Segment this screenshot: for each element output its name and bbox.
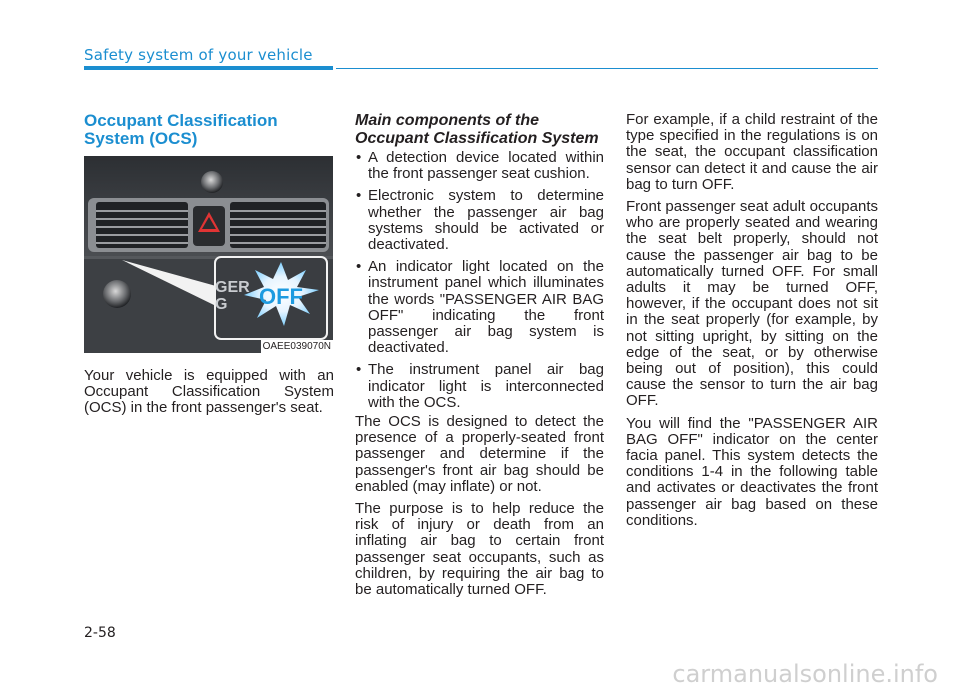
header-rule-thin xyxy=(336,68,878,69)
partial-label-text-1: GER xyxy=(215,279,250,296)
partial-label-text-2: G xyxy=(215,296,228,313)
list-item: • The instrument panel air bag indicator light is interconnected with the OCS. xyxy=(356,361,604,411)
adult-occupant-paragraph: Front passenger seat adult occupants who are properly seated and wearing the seat belt properly, should not cause the passenger air bag to be automatically turned OFF. For small adults it may be turned OFF, however, if the occupant does not sit in the seat properly (for example, by not sitting upright, by sitting on the edge of the seat, or by otherwise being out of position), this could cause the sensor to turn the air bag OFF. xyxy=(626,198,878,410)
off-badge-text: OFF xyxy=(259,284,303,309)
section-title: Safety system of your vehicle xyxy=(84,46,313,64)
list-item: • An indicator light located on the instrument panel which illuminates the words "PASSENGER AIR BAG OFF" indicating the front passenger air bag system is deactivated. xyxy=(356,258,604,357)
list-item: • A detection device located within the front passenger seat cushion. xyxy=(356,149,604,183)
header-rule-thick xyxy=(84,66,333,70)
ocs-purpose-paragraph: The purpose is to help reduce the risk of injury or death from an inflating air bag to certain front passenger seat occupants, such as children, by requiring the air bag to be automatically turned OFF. xyxy=(355,500,604,599)
components-heading: Main components of the Occupant Classification System xyxy=(355,112,599,147)
watermark: carmanualsonline.info xyxy=(672,660,938,688)
center-fascia-illustration xyxy=(84,156,333,353)
indicator-location-paragraph: You will find the "PASSENGER AIR BAG OFF" indicator on the center facia panel. This system detects the conditions 1-4 in the following table and activates or deactivates the front passenger air bag based on these conditions. xyxy=(626,414,878,529)
list-item: • Electronic system to determine whether the passenger air bag systems should be activated or deactivated. xyxy=(356,187,604,254)
ocs-heading: Occupant Classification System (OCS) xyxy=(84,111,278,148)
image-credit: OAEE039070N xyxy=(262,341,331,352)
ocs-design-paragraph: The OCS is designed to detect the presence of a properly-seated front passenger and determine if the passenger's front air bag should be enabled (may inflate) or not. xyxy=(355,413,604,495)
child-restraint-paragraph: For example, if a child restraint of the type specified in the regulations is on the seat, the occupant classification sensor can detect it and cause the air bag to turn OFF. xyxy=(626,111,878,193)
components-list xyxy=(355,150,604,411)
ocs-indicator-photo xyxy=(84,156,333,353)
ocs-intro-paragraph: Your vehicle is equipped with an Occupant Classification System (OCS) in the front passenger's seat. xyxy=(84,367,334,417)
page-number: 2-58 xyxy=(84,625,116,641)
